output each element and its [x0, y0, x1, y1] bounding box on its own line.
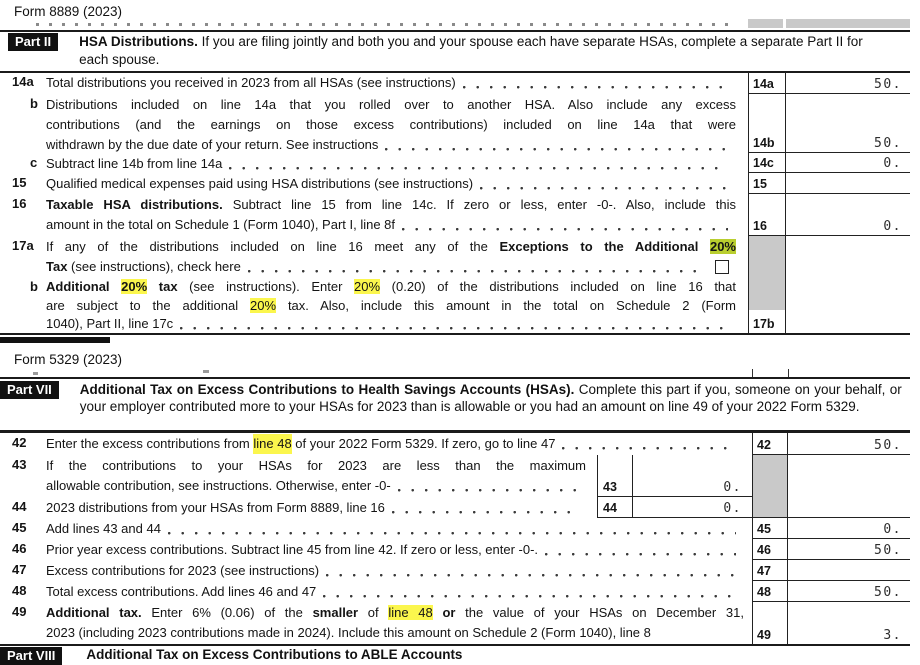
amount-value: 50.: [788, 539, 910, 560]
part7-header: [0, 381, 910, 416]
row-description: Subtract line 14b from line 14a: [46, 153, 736, 173]
form-row-44: [0, 497, 910, 518]
line-number: 46: [12, 541, 27, 556]
line-number: 47: [12, 562, 27, 577]
row-description: If any of the distributions included on line 16 meet any of the Exceptions to the Additional 20% Tax (see instructions), check here: [46, 236, 736, 277]
row-description: Taxable HSA distributions. Subtract line 15 from line 14c. If zero or less, enter -0-. Also, include this amount in the total on Schedule 1 (Form 1040), Part I, line 8f: [46, 194, 736, 236]
clipped-row-dot-leader: [36, 23, 736, 26]
line-number: 15: [12, 175, 27, 190]
line-number-box: 42: [752, 433, 788, 455]
amount-value: 50.: [786, 72, 910, 94]
form-row-16: [0, 194, 910, 236]
divider-line: [0, 377, 910, 379]
row-description: If the contributions to your HSAs for 2023 are less than the maximum allowable contribution, see instructions. Otherwise, enter -0-: [46, 455, 586, 497]
form-row-49: [0, 602, 910, 644]
amount-value: 50.: [786, 94, 910, 153]
line-number-box: 46: [752, 539, 788, 560]
clipped-text-mark: [203, 370, 209, 373]
form-row-46: [0, 539, 910, 560]
line-number-box: [748, 236, 786, 277]
line-number: 42: [12, 435, 27, 450]
line-number: 45: [12, 520, 27, 535]
amount-value: 0.: [786, 194, 910, 236]
row-description: Total distributions you received in 2023 from all HSAs (see instructions): [46, 72, 736, 94]
line-number: b: [30, 96, 38, 111]
amount-value: [788, 497, 910, 518]
dot-leader: [480, 174, 728, 194]
form-row-42: [0, 433, 910, 455]
line-number-box: 48: [752, 581, 788, 602]
form-row-14b: [0, 94, 910, 153]
line-number-box: 14a: [748, 72, 786, 94]
line-number-box: 16: [748, 194, 786, 236]
amount-value: 50.: [788, 581, 910, 602]
line-number: 49: [12, 604, 27, 619]
amount-value: 0.: [786, 153, 910, 173]
dot-leader: [562, 434, 736, 454]
line-number-box: 47: [752, 560, 788, 581]
dot-leader: [180, 315, 728, 334]
part2-label: Part II: [8, 33, 58, 51]
row-description: Qualified medical expenses paid using HSA distributions (see instructions): [46, 173, 736, 194]
clipped-part8-row: [0, 647, 910, 663]
form-row-14c: [0, 153, 910, 173]
part7-heading: Additional Tax on Excess Contributions to Health Savings Accounts (HSAs). Complete this part if you, someone on your behalf, or your employer contributed more to your HSAs for 2023 than is allowable or you had an amount on line 49 of your 2022 Form 5329.: [79, 382, 902, 415]
row-description: Prior year excess contributions. Subtract line 45 from line 42. If zero or less, enter -0-.: [46, 539, 744, 560]
part8-label: Part VIII: [0, 647, 62, 665]
line-number: 43: [12, 457, 27, 472]
line-number-box: [752, 455, 788, 497]
amount-value: 0.: [788, 518, 910, 539]
row-description: Additional tax. Enter 6% (0.06) of the smaller of line 48 or the value of your HSAs on December 31, 2023 (including 2023 contributions made in 2024). Include this amount on Schedule 2 (Form 1040), line 8: [46, 605, 744, 640]
form5329-table: [0, 433, 910, 644]
amount-value: 50.: [788, 433, 910, 455]
form-row-43: [0, 455, 910, 497]
line-number: 16: [12, 196, 27, 211]
amount-value: 3.: [883, 628, 902, 643]
row-description: Distributions included on line 14a that you rolled over to another HSA. Also include any excess contributions (and the earnings on those excess contributions) included on line 14a that were withdrawn by the due date of your return. See instructions: [46, 94, 736, 153]
line-number: 48: [12, 583, 27, 598]
part7-label: Part VII: [0, 381, 59, 399]
part2-heading: HSA Distributions. If you are filing jointly and both you and your spouse each have separate HSAs, complete a separate Part II for each spouse.: [79, 34, 863, 67]
dot-leader: [248, 257, 705, 277]
clipped-column-line: [788, 369, 789, 377]
row-description: 2023 distributions from your HSAs from Form 8889, line 16: [46, 497, 586, 518]
clipped-column-line: [752, 369, 753, 377]
amount-value: [788, 560, 910, 581]
line-number-box: 14c: [748, 153, 786, 173]
line-number: 44: [12, 499, 27, 514]
dot-leader: [463, 73, 728, 93]
form-row-15: [0, 173, 910, 194]
inner-line-number-box: 44: [597, 497, 633, 518]
inner-amount-value: 0.: [633, 497, 752, 518]
form-row-17a: [0, 236, 910, 277]
line-number: 17a: [12, 238, 34, 253]
amount-value: [786, 236, 910, 277]
amount-value: [786, 277, 910, 333]
divider-line: [0, 30, 910, 32]
dot-leader: [398, 476, 578, 496]
dot-leader: [402, 215, 728, 235]
inner-line-number-box: 43: [597, 455, 633, 497]
dot-leader: [168, 519, 736, 539]
form8889-title: Form 8889 (2023): [14, 4, 123, 19]
form-row-48: [0, 581, 910, 602]
row-description: Add lines 43 and 44: [46, 518, 744, 539]
line-number-box: 17b: [748, 277, 786, 333]
line-number-box: 49: [752, 602, 788, 644]
row-description: Enter the excess contributions from line 48 of your 2022 Form 5329. If zero, go to line 47: [46, 433, 744, 455]
dot-leader: [326, 561, 736, 581]
form8889-table-bottom-line: [0, 333, 910, 335]
part2-header: [0, 33, 910, 69]
form-row-45: [0, 518, 910, 539]
line-number-box: 45: [752, 518, 788, 539]
part8-heading: Additional Tax on Excess Contributions to ABLE Accounts: [86, 647, 463, 662]
form5329-title: Form 5329 (2023): [14, 352, 123, 367]
checkbox-line17a[interactable]: [715, 260, 729, 274]
clipped-gray-cell: [748, 19, 910, 28]
line-number: b: [30, 279, 38, 294]
amount-value: [788, 455, 910, 497]
dot-leader: [392, 498, 578, 518]
inner-amount-value: 0.: [633, 455, 752, 497]
clipped-part3-box: [0, 337, 110, 343]
form-row-14a: [0, 72, 910, 94]
line-number: 14a: [12, 74, 34, 89]
row-description: Additional 20% tax (see instructions). Enter 20% (0.20) of the distributions included on line 16 that are subject to the additional 20% tax. Also, include this amount in the total on Schedule 2 (Form 1040), Part II, line 17c: [46, 277, 736, 333]
form5329-table-bottom-line: [0, 644, 910, 646]
amount-value: [786, 173, 910, 194]
clipped-text-mark: [33, 372, 38, 375]
dot-leader: [545, 540, 736, 560]
line-number-box: [752, 497, 788, 518]
form-row-47: [0, 560, 910, 581]
form-row-17b: [0, 277, 910, 333]
dot-leader: [229, 154, 728, 174]
form8889-table: [0, 72, 910, 333]
line-number: c: [30, 155, 38, 170]
row-description: Total excess contributions. Add lines 46 and 47: [46, 581, 744, 602]
row-description: Excess contributions for 2023 (see instructions): [46, 560, 744, 581]
dot-leader: [385, 135, 728, 155]
line-number-box: 14b: [748, 94, 786, 153]
line-number-box: 15: [748, 173, 786, 194]
dot-leader: [323, 582, 736, 602]
